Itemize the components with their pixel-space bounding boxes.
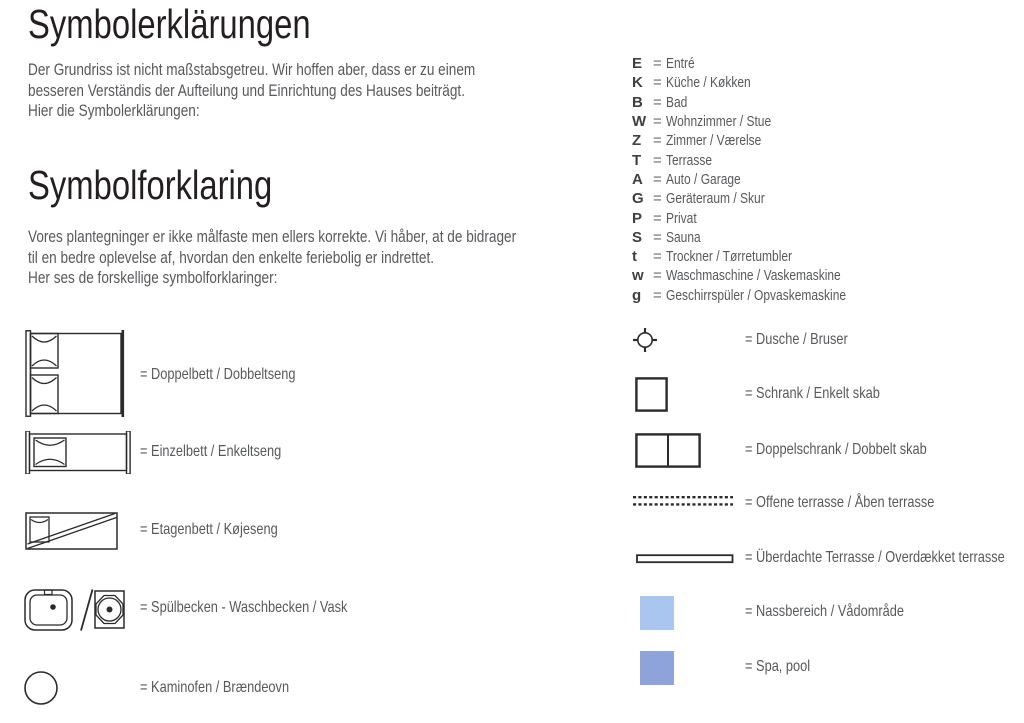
- code-letter: K: [632, 74, 643, 92]
- equals-sign: =: [653, 113, 662, 131]
- covered-terrace-label: = Überdachte Terrasse / Overdækket terrasse: [745, 549, 1005, 566]
- intro-german-line: Der Grundriss ist nicht maßstabsgetreu. Wir hoffen aber, dass er zu einem: [28, 60, 476, 79]
- shower-icon: [630, 325, 660, 355]
- equals-sign: =: [653, 286, 662, 304]
- intro-danish-line: til en bedre oplevelse af, hvordan den enkelte feriebolig er indrettet.: [28, 247, 434, 267]
- code-row: [632, 131, 891, 150]
- page-title-danish: [28, 163, 333, 207]
- intro-german: [28, 60, 587, 122]
- equals-sign: =: [653, 55, 662, 73]
- equals-sign: =: [653, 93, 662, 111]
- bunk-bed-label: = Etagenbett / Køjeseng: [140, 521, 278, 538]
- code-row: [632, 112, 891, 131]
- code-letter: P: [632, 209, 643, 227]
- code-row: [632, 150, 891, 169]
- code-label: Wohnzimmer / Stue: [666, 113, 772, 131]
- covered-terrace-icon: [636, 554, 734, 564]
- code-row: [632, 208, 891, 227]
- code-row: [632, 93, 891, 112]
- code-letter: g: [632, 286, 642, 304]
- code-label: Waschmaschine / Vaskemaskine: [666, 267, 841, 285]
- code-label: Entré: [666, 55, 695, 73]
- code-label: Auto / Garage: [666, 170, 741, 188]
- code-label: Trockner / Tørretumbler: [666, 248, 793, 266]
- double-bed-icon: [25, 330, 127, 417]
- code-row: [632, 54, 891, 73]
- spa-pool-label: = Spa, pool: [745, 658, 811, 675]
- double-wardrobe-icon: [635, 433, 701, 468]
- code-row: [632, 189, 891, 208]
- shower-label: = Dusche / Bruser: [745, 331, 848, 348]
- sink-washbasin-icon: [24, 588, 125, 632]
- code-letter: A: [632, 170, 643, 188]
- code-letter: S: [632, 228, 643, 246]
- open-terrace-label: = Offene terrasse / Åben terrasse: [745, 494, 935, 511]
- code-label: Zimmer / Værelse: [666, 132, 762, 150]
- code-row: [632, 170, 891, 189]
- room-code-list: [632, 54, 891, 305]
- code-letter: B: [632, 93, 643, 111]
- single-bed-label: = Einzelbett / Enkeltseng: [140, 443, 282, 460]
- code-label: Sauna: [666, 228, 701, 246]
- spa-pool-icon: [640, 651, 674, 685]
- code-letter: Z: [632, 132, 642, 150]
- wet-area-icon: [640, 596, 674, 630]
- wood-stove-icon: [23, 670, 59, 706]
- code-row: [632, 247, 891, 266]
- equals-sign: =: [653, 267, 662, 285]
- code-row: [632, 266, 891, 285]
- code-row: [632, 286, 891, 305]
- code-label: Bad: [666, 93, 688, 111]
- equals-sign: =: [653, 190, 662, 208]
- code-letter: T: [632, 151, 642, 169]
- equals-sign: =: [653, 209, 662, 227]
- wet-area-label: = Nassbereich / Vådområde: [745, 603, 905, 620]
- single-wardrobe-icon: [635, 377, 668, 412]
- open-terrace-icon: [632, 494, 734, 508]
- code-letter: w: [632, 267, 644, 285]
- code-label: Privat: [666, 209, 697, 227]
- equals-sign: =: [653, 151, 662, 169]
- equals-sign: =: [653, 170, 662, 188]
- code-letter: E: [632, 55, 643, 73]
- code-row: [632, 228, 891, 247]
- intro-german-line: besseren Verständis der Aufteilung und Einrichtung des Hauses beiträgt.: [28, 80, 465, 100]
- equals-sign: =: [653, 132, 662, 150]
- page-title-german-text: Symbolerklärungen: [28, 1, 311, 47]
- single-wardrobe-label: = Schrank / Enkelt skab: [745, 385, 880, 402]
- double-wardrobe-label: = Doppelschrank / Dobbelt skab: [745, 441, 927, 458]
- code-letter: t: [632, 248, 637, 266]
- intro-german-line: Hier die Symbolerklärungen:: [28, 101, 200, 121]
- equals-sign: =: [653, 248, 662, 266]
- single-bed-icon: [25, 431, 131, 474]
- intro-danish-line: Her ses de forskellige symbolforklaringer:: [28, 268, 278, 288]
- page-title-danish-text: Symbolforklaring: [28, 162, 273, 208]
- code-letter: G: [632, 190, 644, 208]
- sink-washbasin-label: = Spülbecken - Waschbecken / Vask: [140, 599, 348, 616]
- code-label: Geschirrspüler / Opvaskemaskine: [666, 286, 847, 304]
- equals-sign: =: [653, 74, 662, 92]
- code-letter: W: [632, 113, 647, 131]
- intro-danish-line: Vores plantegninger er ikke målfaste men ellers korrekte. Vi håber, at de bidrager: [28, 227, 517, 246]
- equals-sign: =: [653, 228, 662, 246]
- code-label: Küche / Køkken: [666, 74, 751, 92]
- wood-stove-label: = Kaminofen / Brændeovn: [140, 679, 290, 696]
- code-row: [632, 73, 891, 92]
- intro-danish: [28, 227, 638, 289]
- code-label: Terrasse: [666, 151, 713, 169]
- double-bed-label: = Doppelbett / Dobbeltseng: [140, 366, 296, 383]
- bunk-bed-icon: [25, 512, 118, 550]
- page-title-german: [28, 2, 381, 46]
- code-label: Geräteraum / Skur: [666, 190, 765, 208]
